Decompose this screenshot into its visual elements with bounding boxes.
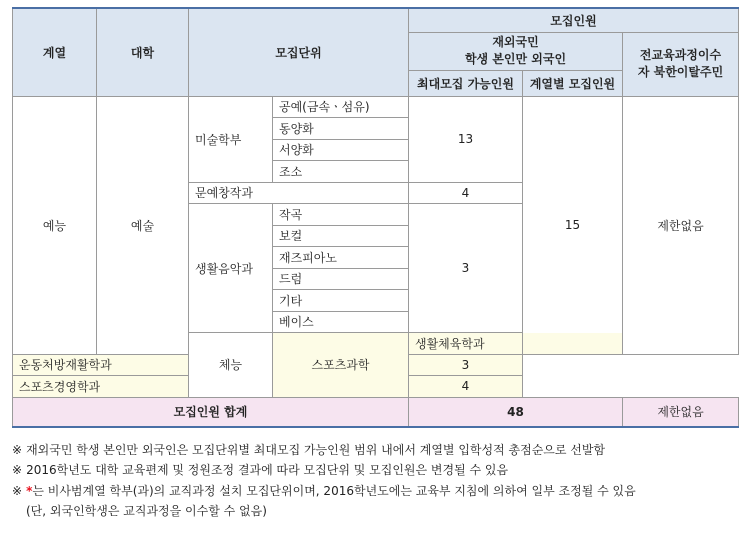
note-1	[12, 440, 738, 461]
arts-college: 예술	[97, 96, 189, 354]
header-university: 대학	[97, 8, 189, 96]
note-star: *	[26, 483, 33, 498]
dept-fine-arts: 미술학부	[189, 96, 273, 182]
note-text: (단, 외국인학생은 교직과정을 이수할 수 없음)	[26, 504, 267, 518]
total-row	[13, 397, 739, 427]
header-admission: 모집인원	[409, 8, 739, 32]
note-3	[12, 481, 738, 502]
total-label: 모집인원 합계	[13, 397, 409, 427]
sports-dept-max: 3	[409, 354, 523, 376]
fine-arts-max: 13	[409, 96, 523, 182]
note-2	[12, 460, 738, 481]
sports-dept: 운동처방재활학과	[13, 354, 189, 376]
dept-music: 생활음악과	[189, 204, 273, 333]
note-text: 는 비사범계열 학부(과)의 교직과정 설치 모집단위이며, 2016학년도에는 교육부 지침에 의하여 일부 조정될 수 있음	[32, 483, 636, 498]
major-item: 공예(금속ㆍ섬유)	[273, 96, 409, 118]
sports-dept: 스포츠경영학과	[13, 376, 189, 398]
note-4	[12, 501, 738, 522]
major-item: 서양화	[273, 139, 409, 161]
admission-table	[12, 7, 739, 428]
header-overseas	[409, 32, 623, 70]
header-by-category: 계열별 모집인원	[523, 70, 623, 96]
arts-category: 예능	[13, 96, 97, 354]
creative-writing-max: 4	[409, 182, 523, 204]
sports-dept-max: 4	[409, 376, 523, 398]
total-special: 제한없음	[623, 397, 739, 427]
sports-dept: 생활체육학과	[409, 333, 623, 355]
arts-special-value: 제한없음	[623, 96, 739, 354]
header-row-1	[13, 8, 739, 32]
major-item: 기타	[273, 290, 409, 312]
header-unit: 모집단위	[189, 8, 409, 96]
table-row	[13, 96, 739, 118]
major-item: 재즈피아노	[273, 247, 409, 269]
major-item: 보컬	[273, 225, 409, 247]
header-overseas-line1: 재외국민	[492, 35, 539, 49]
header-max-recruit: 최대모집 가능인원	[409, 70, 523, 96]
arts-category-total: 15	[523, 96, 623, 354]
major-item: 작곡	[273, 204, 409, 226]
sports-college: 스포츠과학	[273, 333, 409, 398]
music-max: 3	[409, 204, 523, 333]
note-text: 2016학년도 대학 교육편제 및 정원조정 결과에 따라 모집단위 및 모집인원은 변경될 수 있음	[26, 463, 509, 477]
major-item: 동양화	[273, 118, 409, 140]
major-item: 드럼	[273, 268, 409, 290]
dept-creative-writing: 문예창작과	[189, 182, 409, 204]
admission-table-section	[12, 7, 738, 522]
note-mark: ※	[12, 442, 23, 457]
header-overseas-line2: 학생 본인만 외국인	[464, 52, 567, 66]
header-category: 계열	[13, 8, 97, 96]
sports-category: 체능	[189, 333, 273, 398]
note-text: 재외국민 학생 본인만 외국인은 모집단위별 최대모집 가능인원 범위 내에서 계열별 입학성적 총점순으로 선발함	[26, 442, 606, 457]
major-item: 조소	[273, 161, 409, 183]
major-item: 베이스	[273, 311, 409, 333]
notes	[12, 440, 738, 522]
note-mark: ※	[12, 463, 23, 477]
note-mark: ※	[12, 483, 23, 498]
total-value: 48	[409, 397, 623, 427]
header-special: 전교육과정이수자 북한이탈주민	[623, 32, 739, 96]
